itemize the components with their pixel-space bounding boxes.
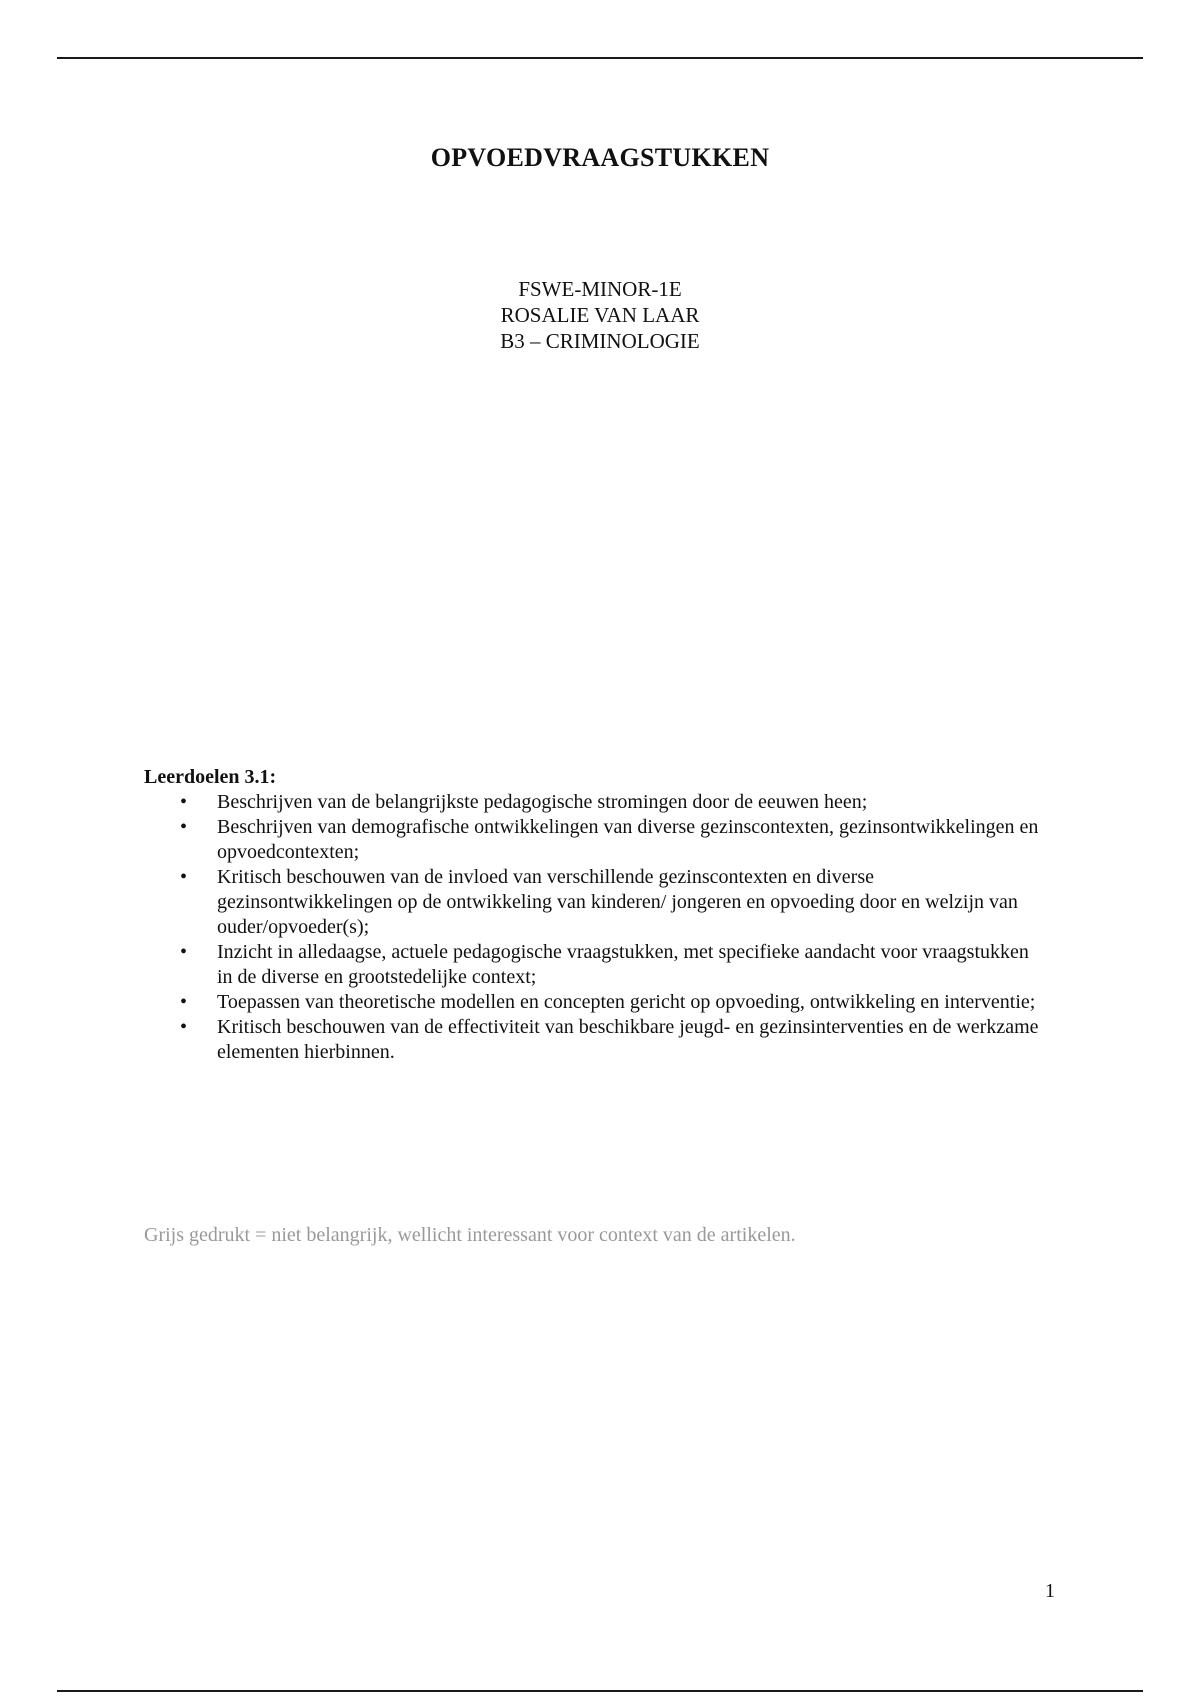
- program-name: B3 – CRIMINOLOGIE: [500, 329, 700, 353]
- page-number: 1: [1045, 1580, 1055, 1602]
- list-item-text: Kritisch beschouwen van de invloed van verschillende gezinscontexten en diverse gezinsontwikkelingen op de ontwikkeling van kinderen/ jongeren en opvoeding door en welzijn van ouder/opvoeder(s);: [217, 866, 1018, 938]
- list-item: [144, 940, 1044, 990]
- top-rule: [57, 57, 1143, 59]
- gray-print-note: Grijs gedrukt = niet belangrijk, wellicht interessant voor context van de artikelen.: [144, 1224, 796, 1246]
- bottom-rule: [57, 1690, 1143, 1692]
- list-item-text: Beschrijven van de belangrijkste pedagogische stromingen door de eeuwen heen;: [217, 791, 868, 813]
- list-item: [144, 815, 1044, 865]
- learning-goals-heading: Leerdoelen 3.1:: [144, 766, 277, 788]
- bullet-icon: •: [180, 791, 188, 813]
- list-item-text: Beschrijven van demografische ontwikkelingen van diverse gezinscontexten, gezinsontwikkelingen en opvoedcontexten;: [217, 816, 1039, 863]
- document-title: OPVOEDVRAAGSTUKKEN: [430, 143, 770, 172]
- learning-goals-list: [144, 790, 1044, 1065]
- list-item: [144, 990, 1044, 1015]
- bullet-icon: •: [180, 941, 188, 963]
- list-item: [144, 790, 1044, 815]
- author-name: ROSALIE VAN LAAR: [500, 303, 700, 327]
- bullet-icon: •: [180, 991, 188, 1013]
- list-item-text: Inzicht in alledaagse, actuele pedagogische vraagstukken, met specifieke aandacht voor vraagstukken in de diverse en grootstedelijke context;: [217, 941, 1029, 988]
- bullet-icon: •: [180, 1016, 188, 1038]
- course-code: FSWE-MINOR-1E: [518, 277, 682, 301]
- learning-goals-section: [144, 765, 1044, 1065]
- bullet-icon: •: [180, 816, 188, 838]
- list-item: [144, 1015, 1044, 1065]
- list-item-text: Kritisch beschouwen van de effectiviteit van beschikbare jeugd- en gezinsinterventies en de werkzame elementen hierbinnen.: [217, 1016, 1039, 1063]
- list-item: [144, 865, 1044, 940]
- bullet-icon: •: [180, 866, 188, 888]
- document-meta: [0, 276, 1200, 354]
- list-item-text: Toepassen van theoretische modellen en concepten gericht op opvoeding, ontwikkeling en interventie;: [217, 991, 1036, 1013]
